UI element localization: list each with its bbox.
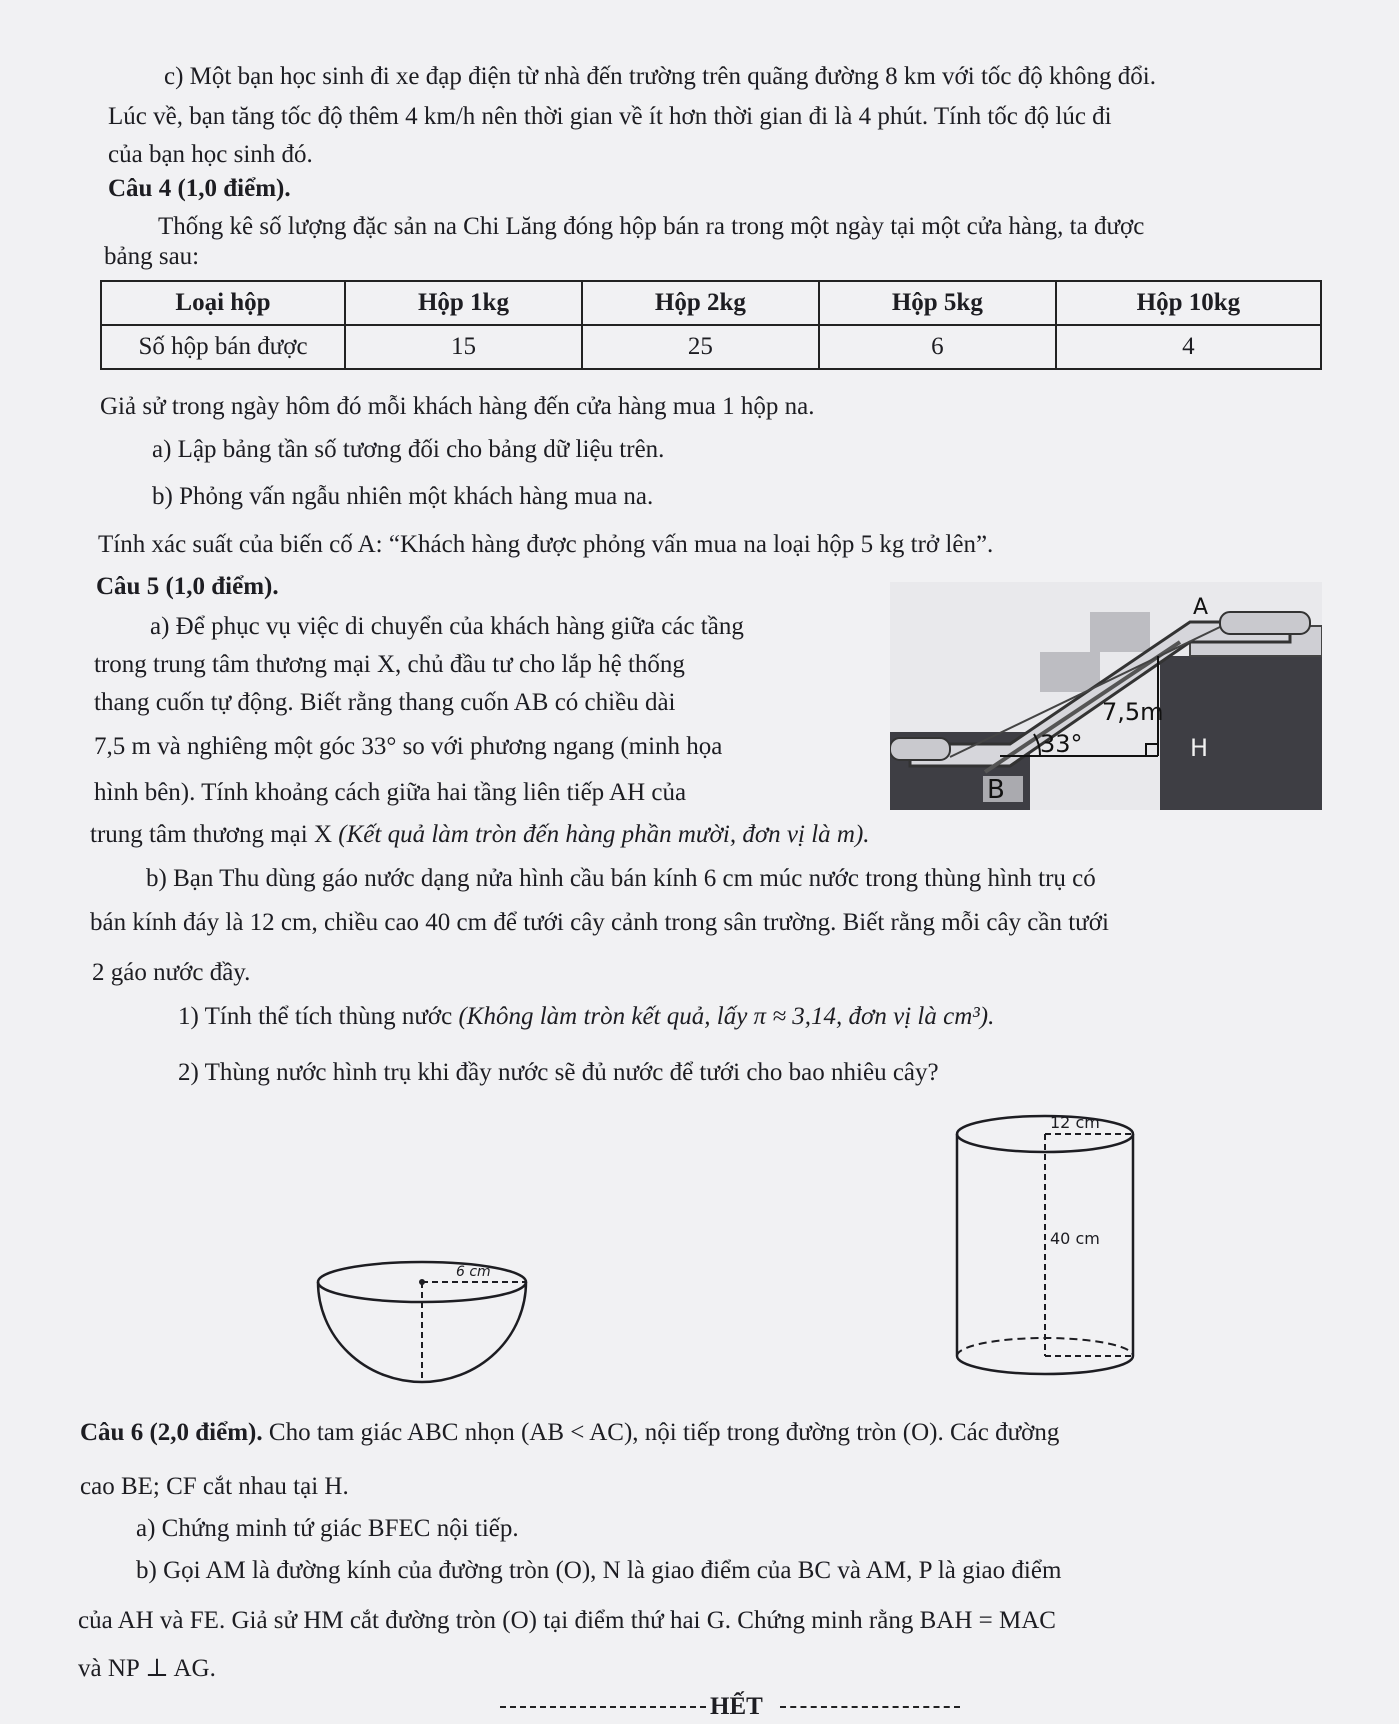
end-divider-right [780,1706,960,1708]
q4-probability: Tính xác suất của biến cố A: “Khách hàng được phỏng vấn mua na loại hộp 5 kg trở lên”. [98,531,994,558]
q5-a-line-2: trong trung tâm thương mại X, chủ đầu tư cho lắp hệ thống [94,651,685,678]
q3c-line-2: Lúc về, bạn tăng tốc độ thêm 4 km/h nên thời gian về ít hơn thời gian đi là 4 phút. Tính tốc độ lúc đi [108,103,1112,130]
table-cell: 25 [582,325,819,369]
escalator-illustration [890,582,1322,810]
q5-title: Câu 5 (1,0 điểm). [96,573,279,600]
table-cell: Hộp 2kg [582,281,819,325]
angle-label: 33° [1040,730,1083,758]
q5-a-line-1: a) Để phục vụ việc di chuyển của khách hàng giữa các tầng [150,613,744,640]
q4-part-b: b) Phỏng vấn ngẫu nhiên một khách hàng mua na. [152,483,654,510]
q5-a-line-6-text: trung tâm thương mại X [90,821,333,848]
q5-b-part-2: 2) Thùng nước hình trụ khi đầy nước sẽ đủ nước để tưới cho bao nhiêu cây? [178,1059,939,1086]
end-divider-left [500,1706,706,1708]
table-cell: Hộp 10kg [1056,281,1321,325]
q5-a-rounding-note: (Kết quả làm tròn đến hàng phần mười, đơn vị là m). [338,821,870,848]
sales-table [100,280,1322,370]
cylinder-radius-label: 12 cm [1050,1113,1100,1132]
table-cell: Loại hộp [101,281,345,325]
q6-part-b-line-2: của AH và FE. Giả sử HM cắt đường tròn (O) tại điểm thứ hai G. Chứng minh rằng BAH = MAC [78,1607,1056,1634]
table-cell: Số hộp bán được [101,325,345,369]
cylinder-height-label: 40 cm [1050,1229,1100,1248]
q5-b-part-1 [178,1000,994,1034]
end-marker: HẾT [710,1693,763,1720]
point-h-label: H [1190,734,1209,762]
q5-a-line-4: 7,5 m và nghiêng một góc 33° so với phương ngang (minh họa [94,733,723,760]
q6-line-1-text: Cho tam giác ABC nhọn (AB < AC), nội tiếp trong đường tròn (O). Các đường [268,1419,1060,1446]
q4-part-a: a) Lập bảng tần số tương đối cho bảng dữ liệu trên. [152,436,665,463]
table-cell: 4 [1056,325,1321,369]
hemisphere-radius-label: 6 cm [456,1264,491,1280]
table-cell: 15 [345,325,582,369]
q3c-line-3: của bạn học sinh đó. [108,141,313,168]
hemisphere-figure [312,1258,532,1388]
point-a-label: A [1193,595,1209,620]
q5-b-part-1-text: 1) Tính thể tích thùng nước [178,1003,453,1030]
point-b-label: B [987,775,1005,805]
q5-b-line-1: b) Bạn Thu dùng gáo nước dạng nửa hình cầu bán kính 6 cm múc nước trong thùng hình trụ có [146,865,1096,892]
q5-a-line-5: hình bên). Tính khoảng cách giữa hai tầng liên tiếp AH của [94,779,687,806]
q3c-line-1: c) Một bạn học sinh đi xe đạp điện từ nhà đến trường trên quãng đường 8 km với tốc độ không đổi. [164,63,1156,90]
q6-part-b-line-3: và NP ⊥ AG. [78,1655,216,1682]
q4-intro-2: bảng sau: [104,243,200,270]
q6-line-2: cao BE; CF cắt nhau tại H. [80,1473,349,1500]
q6-line-1 [80,1416,1059,1450]
escalator-length-label: 7,5m [1102,698,1164,726]
q5-a-line-3: thang cuốn tự động. Biết rằng thang cuốn AB có chiều dài [94,689,676,716]
q4-intro-1: Thống kê số lượng đặc sản na Chi Lăng đóng hộp bán ra trong một ngày tại một cửa hàng, ta được [158,213,1145,240]
q4-title: Câu 4 (1,0 điểm). [108,175,291,202]
q6-part-a: a) Chứng minh tứ giác BFEC nội tiếp. [136,1515,519,1542]
q5-b-line-2: bán kính đáy là 12 cm, chiều cao 40 cm để tưới cây cảnh trong sân trường. Biết rằng mỗi cây cần tưới [90,909,1109,936]
q6-title: Câu 6 (2,0 điểm). [80,1419,263,1446]
table-cell: Hộp 1kg [345,281,582,325]
table-row [101,325,1321,369]
cylinder-figure [950,1106,1140,1386]
table-cell: 6 [819,325,1056,369]
q4-assumption: Giả sử trong ngày hôm đó mỗi khách hàng đến cửa hàng mua 1 hộp na. [100,393,815,420]
table-cell: Hộp 5kg [819,281,1056,325]
q6-part-b-line-1: b) Gọi AM là đường kính của đường tròn (O), N là giao điểm của BC và AM, P là giao điểm [136,1557,1062,1584]
table-row [101,281,1321,325]
q5-a-line-6 [90,818,870,852]
q5-b-line-3: 2 gáo nước đầy. [92,959,251,986]
q5-b-part-1-note: (Không làm tròn kết quả, lấy π ≈ 3,14, đơn vị là cm³). [458,1003,995,1030]
